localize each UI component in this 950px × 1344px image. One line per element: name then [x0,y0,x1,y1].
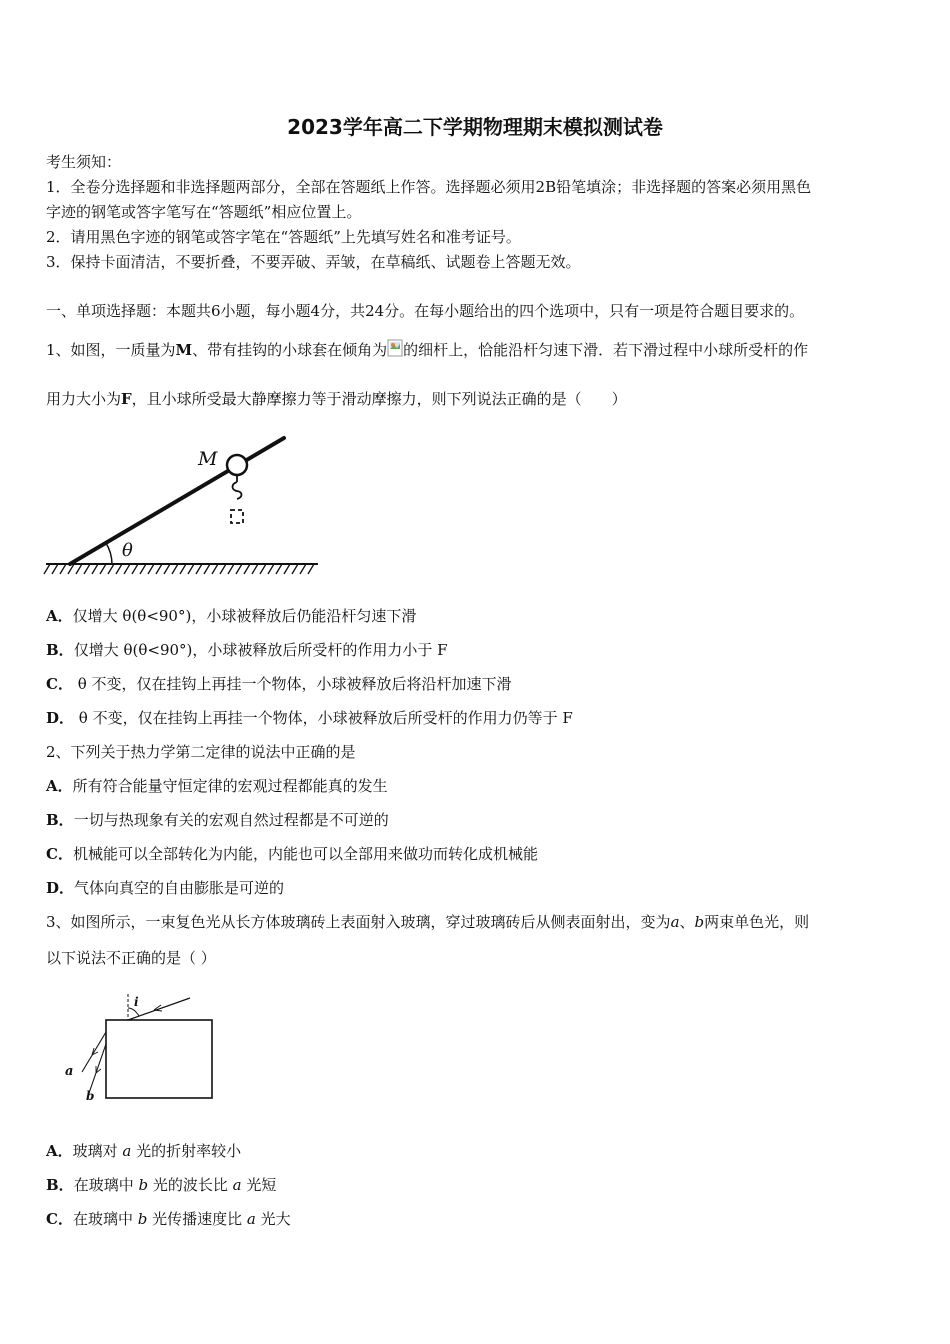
hanging-weight [231,510,243,523]
q1-stem-text: ，且小球所受最大静摩擦力等于滑动摩擦力，则下列说法正确的是（ ） [131,390,627,408]
q2-option-b[interactable] [46,810,389,830]
incline-rod-figure [40,430,330,580]
incidence-angle-arc [128,1008,139,1016]
option-label: B． [46,811,74,829]
option-text: 仅增大 θ(θ<90°)，小球被释放后所受杆的作用力小于 F [73,641,448,659]
option-label: D． [46,879,75,897]
option-var: a [246,1210,256,1228]
q2-option-c[interactable] [46,844,538,864]
notice-item-3: 3．保持卡面清洁，不要折叠，不要弄破、弄皱，在草稿纸、试题卷上答题无效。 [46,253,581,271]
broken-image-icon [387,339,403,357]
q1-stem-line-1 [46,339,808,360]
angle-theta-label: θ [122,540,133,561]
option-text: 机械能可以全部转化为内能，内能也可以全部用来做功而转化成机械能 [72,845,538,863]
mass-m-label: M [198,448,218,470]
option-label: C． [46,1210,73,1228]
option-text: 玻璃对 [72,1142,123,1160]
q2-option-a[interactable] [46,776,388,796]
option-label: D． [46,709,75,727]
option-text: 光传播速度比 [147,1210,247,1228]
glass-brick-figure [58,988,218,1106]
q3-option-a[interactable] [46,1141,241,1161]
option-text: 在玻璃中 [72,1210,138,1228]
option-text: 光的波长比 [148,1176,233,1194]
q3-stem-line-1 [46,912,809,932]
q2-option-d[interactable] [46,878,284,898]
q1-stem-text: 用力大小为 [46,390,122,408]
q1-mass-symbol: M [175,341,193,359]
ball [227,455,247,475]
option-var: b [138,1176,149,1194]
option-label: A． [46,1142,73,1160]
notice-item-2: 2．请用黑色字迹的钢笔或答字笔在“答题纸”上先填写姓名和准考证号。 [46,228,521,246]
section-1-heading: 一、单项选择题：本题共6小题，每小题4分，共24分。在每小题给出的四个选项中，只有一项是符合题目要求的。 [46,302,805,320]
q3-option-c[interactable] [46,1209,291,1229]
q1-stem-text: 1、如图，一质量为 [46,341,176,359]
option-text: 光大 [255,1210,291,1228]
ray-a [82,1032,106,1072]
notice-heading: 考生须知： [46,153,122,171]
q1-option-a[interactable] [46,606,416,626]
q3-stem-text: 两束单色光，则 [704,913,810,931]
option-text: 仅增大 θ(θ<90°)，小球被释放后仍能沿杆匀速下滑 [72,607,417,625]
option-var: a [232,1176,242,1194]
q1-option-b[interactable] [46,640,448,660]
glass-brick [106,1020,212,1098]
option-text: 光的折射率较小 [131,1142,242,1160]
ray-a-label: a [65,1064,74,1079]
option-text: 在玻璃中 [73,1176,139,1194]
option-label: C． [46,845,73,863]
q3-stem-text: 3、如图所示，一束复色光从长方体玻璃砖上表面射入玻璃，穿过玻璃砖后从侧表面射出，变为 [46,913,671,931]
option-label: B． [46,1176,74,1194]
option-text: 光短 [241,1176,277,1194]
q3-stem-text: 、 [679,913,695,931]
option-var: b [137,1210,148,1228]
notice-item-1-line-1: 1．全卷分选择题和非选择题两部分，全部在答题纸上作答。选择题必须用2B铅笔填涂；非选择题的答案必须用黑色 [46,178,812,196]
q1-stem-text: 、带有挂钩的小球套在倾角为 [192,341,388,359]
option-text: 一切与热现象有关的宏观自然过程都是不可逆的 [73,811,389,829]
q1-option-d[interactable] [46,708,573,728]
angle-arc [106,543,112,564]
q1-force-symbol: F [121,390,132,408]
option-label: B． [46,641,74,659]
option-var: a [122,1142,132,1160]
option-label: C． [46,675,73,693]
option-label: A． [46,607,73,625]
option-text: θ 不变，仅在挂钩上再挂一个物体，小球被释放后将沿杆加速下滑 [72,675,512,693]
q1-option-c[interactable] [46,674,512,694]
option-text: θ 不变，仅在挂钩上再挂一个物体，小球被释放后所受杆的作用力仍等于 F [74,709,573,727]
q3-option-b[interactable] [46,1175,276,1195]
option-text: 气体向真空的自由膨胀是可逆的 [74,879,285,897]
q1-stem-text: 的细杆上，恰能沿杆匀速下滑．若下滑过程中小球所受杆的作 [403,341,809,359]
inclined-rod [70,438,284,564]
page-title: 2023学年高二下学期物理期末模拟测试卷 [287,115,663,139]
q3-var-b: b [694,913,705,931]
q1-stem-line-2 [46,389,627,409]
option-text: 所有符合能量守恒定律的宏观过程都能真的发生 [72,777,388,795]
option-label: A． [46,777,73,795]
q3-stem-line-2: 以下说法不正确的是（ ） [46,949,216,967]
q2-stem: 2、下列关于热力学第二定律的说法中正确的是 [46,743,356,761]
ground-hatching [44,564,314,574]
q3-var-a: a [670,913,680,931]
ray-b-label: b [86,1089,95,1103]
incidence-angle-label: i [134,995,139,1009]
hook [233,475,242,499]
notice-item-1-line-2: 字迹的钢笔或答字笔写在“答题纸”相应位置上。 [46,203,362,221]
